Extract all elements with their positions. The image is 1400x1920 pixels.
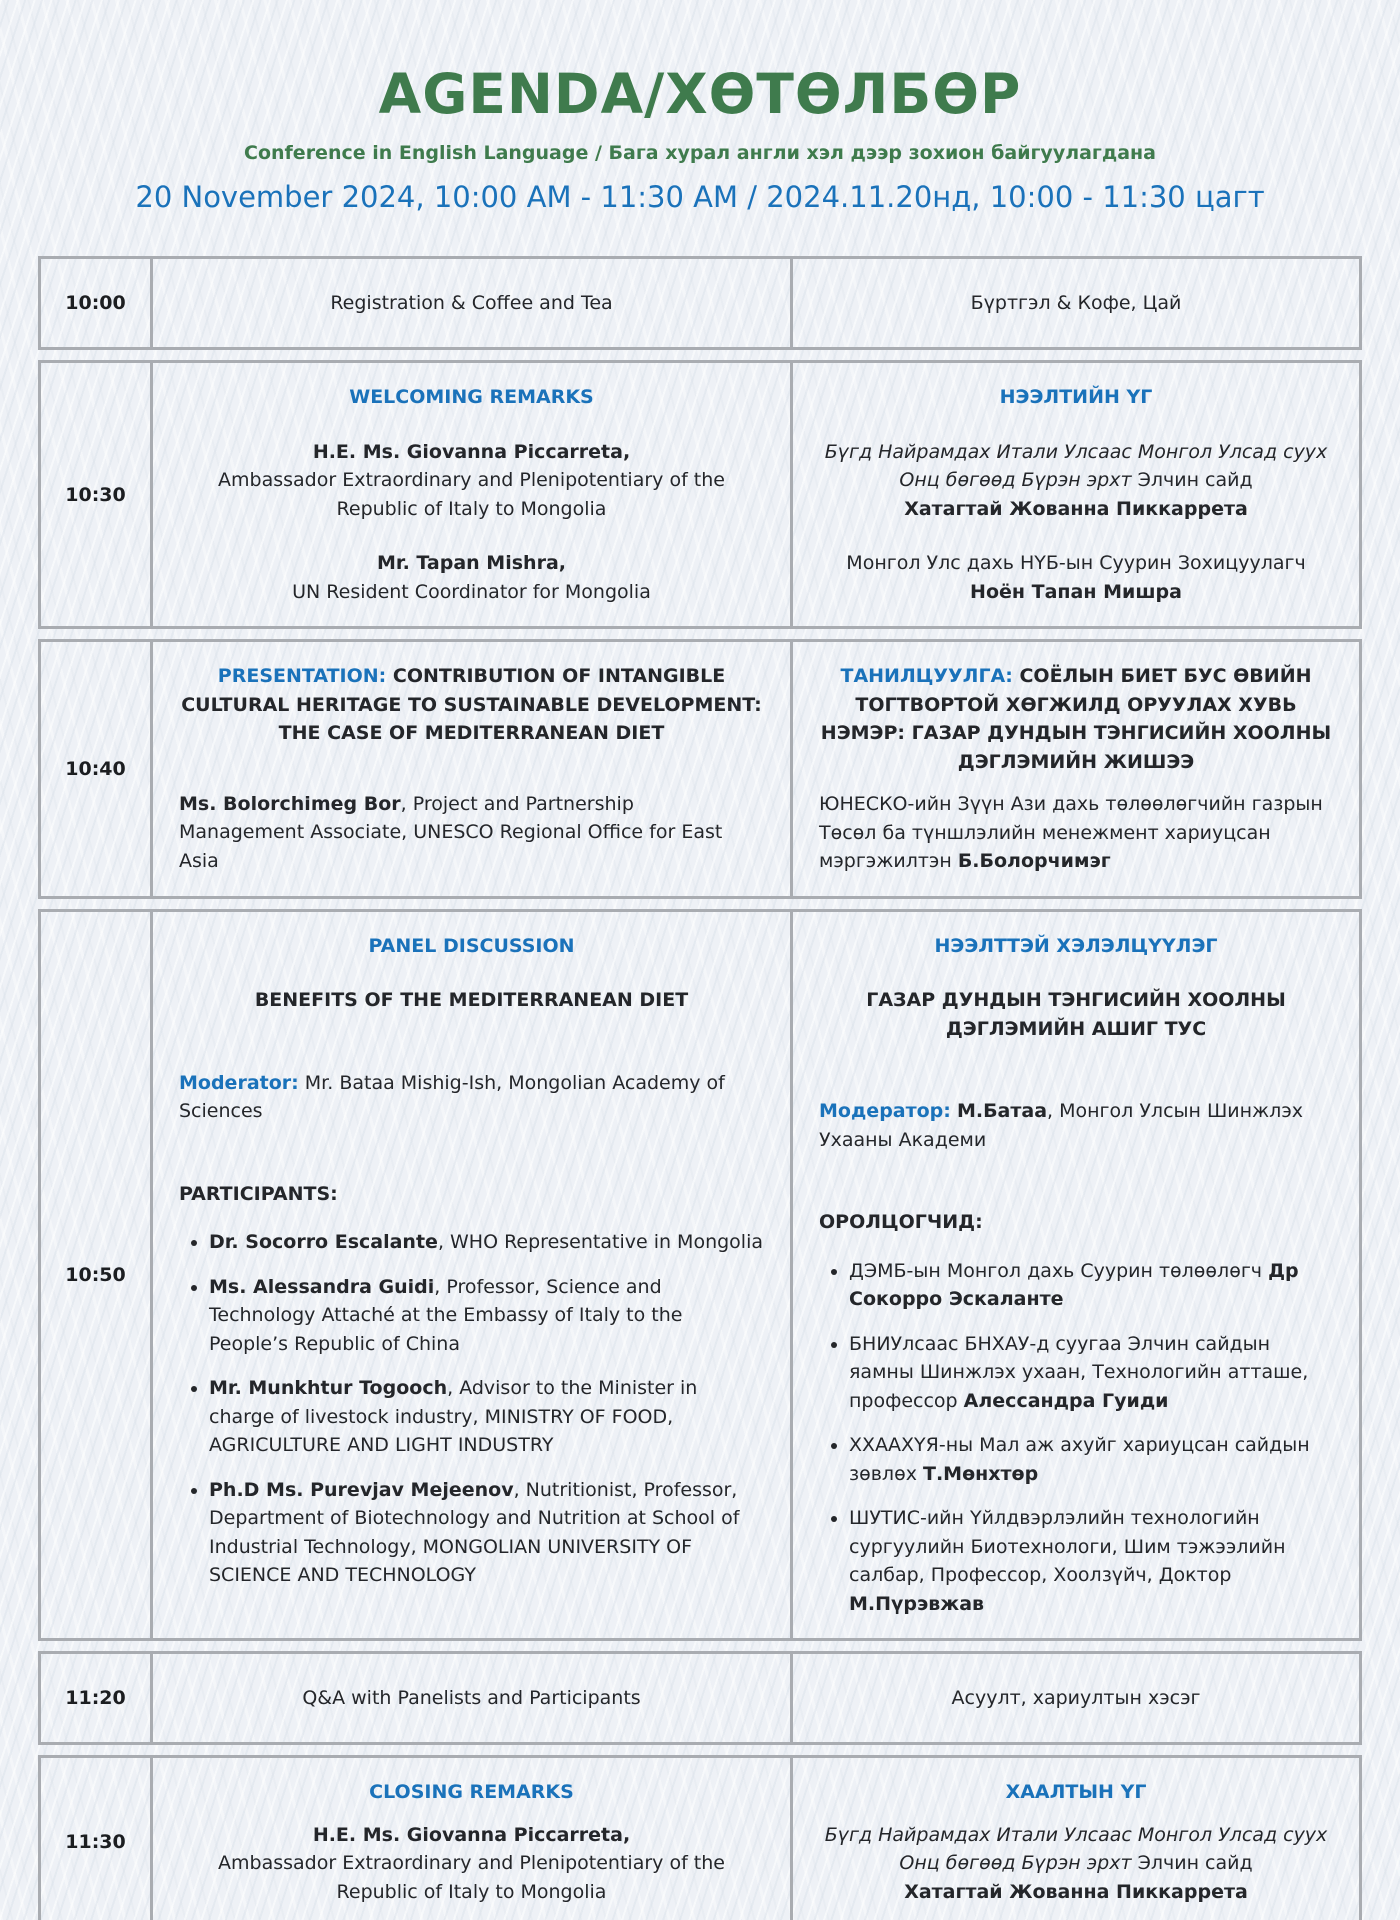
agenda-row-welcoming [38, 360, 1362, 629]
agenda-row-qa [38, 1651, 1362, 1745]
participant-item [849, 1330, 1333, 1416]
participant-name: Алессандра Гуиди [963, 1389, 1169, 1412]
speaker-block [179, 1821, 764, 1907]
agenda-table [38, 256, 1362, 1920]
time-cell: 11:20 [41, 1654, 153, 1742]
participant-item [209, 1476, 764, 1590]
speaker-role: Монгол Улс дахь НҮБ-ын Суурин Зохицуулагч [846, 552, 1306, 574]
participant-name: Ms. Alessandra Guidi [209, 1275, 435, 1298]
mongolian-cell [793, 363, 1359, 626]
participant-name: Ph.D Ms. Purevjav Mejeenov [209, 1478, 514, 1501]
role-italic: Бүгд Найрамдах Итали Улсаас Монгол Улсад суух Онц бөгөөд Бүрэн эрхт [824, 1823, 1328, 1874]
speaker-role: ЮНЕСКО-ийн Зүүн Ази дахь төлөөлөгчийн газрын Төсөл ба түншлэлийн менежмент хариуцсан мэргэжилтэн [819, 793, 1323, 872]
speaker-name: H.E. Ms. Giovanna Piccarreta, [312, 1823, 631, 1846]
session-text-en: Registration & Coffee and Tea [330, 291, 613, 314]
participant-role: , Advisor to the Minister in charge of livestock industry, MINISTRY OF FOOD, AGRICULTURE AND LIGHT INDUSTRY [209, 1377, 698, 1456]
role-regular: Элчин сайд [1137, 469, 1253, 491]
participant-name: М.Пүрэвжав [849, 1592, 985, 1615]
participant-item [209, 1374, 764, 1460]
speaker-name: H.E. Ms. Giovanna Piccarreta, [312, 440, 631, 463]
session-heading-mn: НЭЭЛТИЙН ҮГ [999, 386, 1153, 408]
participant-role: ХХААХҮЯ-ны Мал аж ахуйг хариуцсан сайдын зөвлөх [849, 1434, 1310, 1485]
speaker-role: Ambassador Extraordinary and Plenipotentiary of the Republic of Italy to Mongolia [218, 1852, 725, 1903]
english-cell [153, 642, 793, 896]
speaker-name: Ноён Тапан Мишра [970, 580, 1182, 603]
speaker-name: Б.Болорчимэг [957, 850, 1111, 872]
mongolian-cell [793, 912, 1359, 1639]
agenda-row-presentation [38, 639, 1362, 899]
speaker-block [819, 438, 1333, 524]
participant-name: Т.Мөнхтөр [922, 1462, 1039, 1485]
english-cell [153, 1654, 793, 1742]
session-heading-mn: ХААЛТЫН ҮГ [1005, 1781, 1147, 1803]
speaker-role: UN Resident Coordinator for Mongolia [292, 580, 651, 603]
participant-item [209, 1228, 764, 1257]
mongolian-cell [793, 259, 1359, 347]
agenda-row-panel-discussion [38, 909, 1362, 1642]
speaker-block [179, 438, 764, 524]
session-heading-mn: НЭЭЛТТЭЙ ХЭЛЭЛЦҮҮЛЭГ [934, 934, 1218, 957]
session-subheading-mn: ГАЗАР ДУНДЫН ТЭНГИСИЙН ХООЛНЫ ДЭГЛЭМИЙН АШИГ ТУС [866, 989, 1286, 1040]
time-cell: 10:40 [41, 642, 153, 896]
moderator-name: М.Батаа [956, 1100, 1048, 1122]
participant-name: Др Сокорро Эскаланте [849, 1259, 1299, 1310]
moderator-text: Mr. Bataa Mishig-Ish, Mongolian Academy of Sciences [179, 1071, 725, 1122]
speaker-role [819, 438, 1333, 495]
role-italic: Бүгд Найрамдах Итали Улсаас Монгол Улсад суух Онц бөгөөд Бүрэн эрхт [824, 440, 1328, 491]
session-text-mn: Бүртгэл & Кофе, Цай [970, 291, 1182, 314]
participants-label: ОРОЛЦОГЧИД: [819, 1211, 983, 1233]
heading-label: PRESENTATION: [217, 665, 387, 687]
speaker-name: Хатагтай Жованна Пиккаррета [904, 497, 1248, 520]
english-cell [153, 1758, 793, 1920]
speaker-role: , Project and Partnership Management Associate, UNESCO Regional Office for East Asia [179, 792, 723, 872]
time-cell: 10:30 [41, 363, 153, 626]
moderator-line [819, 1097, 1333, 1154]
participants-list [819, 1257, 1333, 1619]
speaker-name: Mr. Tapan Mishra, [377, 552, 566, 574]
session-subheading-en: BENEFITS OF THE MEDITERRANEAN DIET [254, 989, 689, 1011]
session-text-mn: Асуулт, хариултын хэсэг [951, 1686, 1201, 1709]
participant-item [849, 1504, 1333, 1618]
participants-list [179, 1228, 764, 1590]
participant-item [849, 1257, 1333, 1314]
mongolian-cell [793, 1758, 1359, 1920]
participant-item [849, 1431, 1333, 1488]
heading-text: CONTRIBUTION OF INTANGIBLE CULTURAL HERITAGE TO SUSTAINABLE DEVELOPMENT: THE CASE OF MEDITERRANEAN DIET [181, 665, 762, 744]
participant-role: , WHO Representative in Mongolia [437, 1231, 763, 1253]
moderator-line [179, 1069, 764, 1126]
time-cell: 11:30 [41, 1758, 153, 1920]
speaker-block [292, 549, 651, 606]
mongolian-cell [793, 1654, 1359, 1742]
participant-role: ШУТИС-ийн Үйлдвэрлэлийн технологийн сургуулийн Биотехнологи, Шим тэжээлийн салбар, Профессор, Хоолзүйч, Доктор [849, 1507, 1286, 1586]
heading-text: СОЁЛЫН БИЕТ БУС ӨВИЙН ТОГТВОРТОЙ ХӨГЖИЛД ОРУУЛАХ ХУВЬ НЭМЭР: ГАЗАР ДУНДЫН ТЭНГИСИЙН ХООЛНЫ ДЭГЛЭМИЙН ЖИШЭЭ [820, 665, 1332, 773]
participant-name: Mr. Munkhtur Togooch [209, 1377, 448, 1399]
heading-label: ТАНИЛЦУУЛГА: [840, 665, 1013, 687]
speaker-role [819, 1821, 1333, 1878]
session-heading-mn [819, 662, 1333, 776]
session-heading-en: PANEL DISCUSSION [368, 934, 575, 957]
moderator-label: Moderator: [179, 1071, 299, 1094]
english-cell [153, 259, 793, 347]
participants-label: PARTICIPANTS: [179, 1182, 338, 1205]
participant-role: , Professor, Science and Technology Attaché at the Embassy of Italy to the People’s Republic of China [209, 1275, 683, 1355]
participant-role: , Nutritionist, Professor, Department of Biotechnology and Nutrition at School of Industrial Technology, MONGOLIAN UNIVERSITY OF SCIENCE AND TECHNOLOGY [209, 1478, 740, 1586]
page-header [0, 0, 1400, 214]
speaker-name: Хатагтай Жованна Пиккаррета [904, 1880, 1248, 1903]
speaker-role: Ambassador Extraordinary and Plenipotentiary of the Republic of Italy to Mongolia [218, 469, 725, 520]
speaker-block [179, 790, 764, 876]
role-regular: Элчин сайд [1137, 1852, 1253, 1874]
speaker-block [819, 790, 1333, 876]
participant-item [209, 1273, 764, 1359]
session-heading-en: CLOSING REMARKS [369, 1781, 574, 1803]
participant-role: ДЭМБ-ын Монгол дахь Суурин төлөөлөгч [849, 1259, 1269, 1282]
page-subtitle: Conference in English Language / Бага хурал англи хэл дээр зохион байгуулагдана [244, 142, 1156, 164]
agenda-row-closing [38, 1755, 1362, 1920]
speaker-name: Ms. Bolorchimeg Bor [179, 792, 401, 815]
event-datetime: 20 November 2024, 10:00 AM - 11:30 AM / 2024.11.20нд, 10:00 - 11:30 цагт [135, 180, 1265, 214]
session-text-en: Q&A with Panelists and Participants [302, 1686, 641, 1709]
agenda-row-registration [38, 256, 1362, 350]
moderator-text: , Монгол Улсын Шинжлэх Ухааны Академи [819, 1100, 1303, 1151]
speaker-block [846, 549, 1305, 606]
participant-name: Dr. Socorro Escalante [209, 1231, 438, 1253]
participant-role: БНИУлсаас БНХАУ-д суугаа Элчин сайдын яамны Шинжлэх ухаан, Технологийн атташе, профессор [849, 1332, 1309, 1412]
time-cell: 10:00 [41, 259, 153, 347]
time-cell: 10:50 [41, 912, 153, 1639]
session-heading-en: WELCOMING REMARKS [349, 386, 594, 408]
english-cell [153, 912, 793, 1639]
mongolian-cell [793, 642, 1359, 896]
session-heading-en [179, 662, 764, 748]
moderator-label: Модератор: [819, 1100, 951, 1122]
speaker-block [819, 1821, 1333, 1907]
english-cell [153, 363, 793, 626]
page-title: AGENDA/ХӨТӨЛБӨР [378, 62, 1022, 126]
